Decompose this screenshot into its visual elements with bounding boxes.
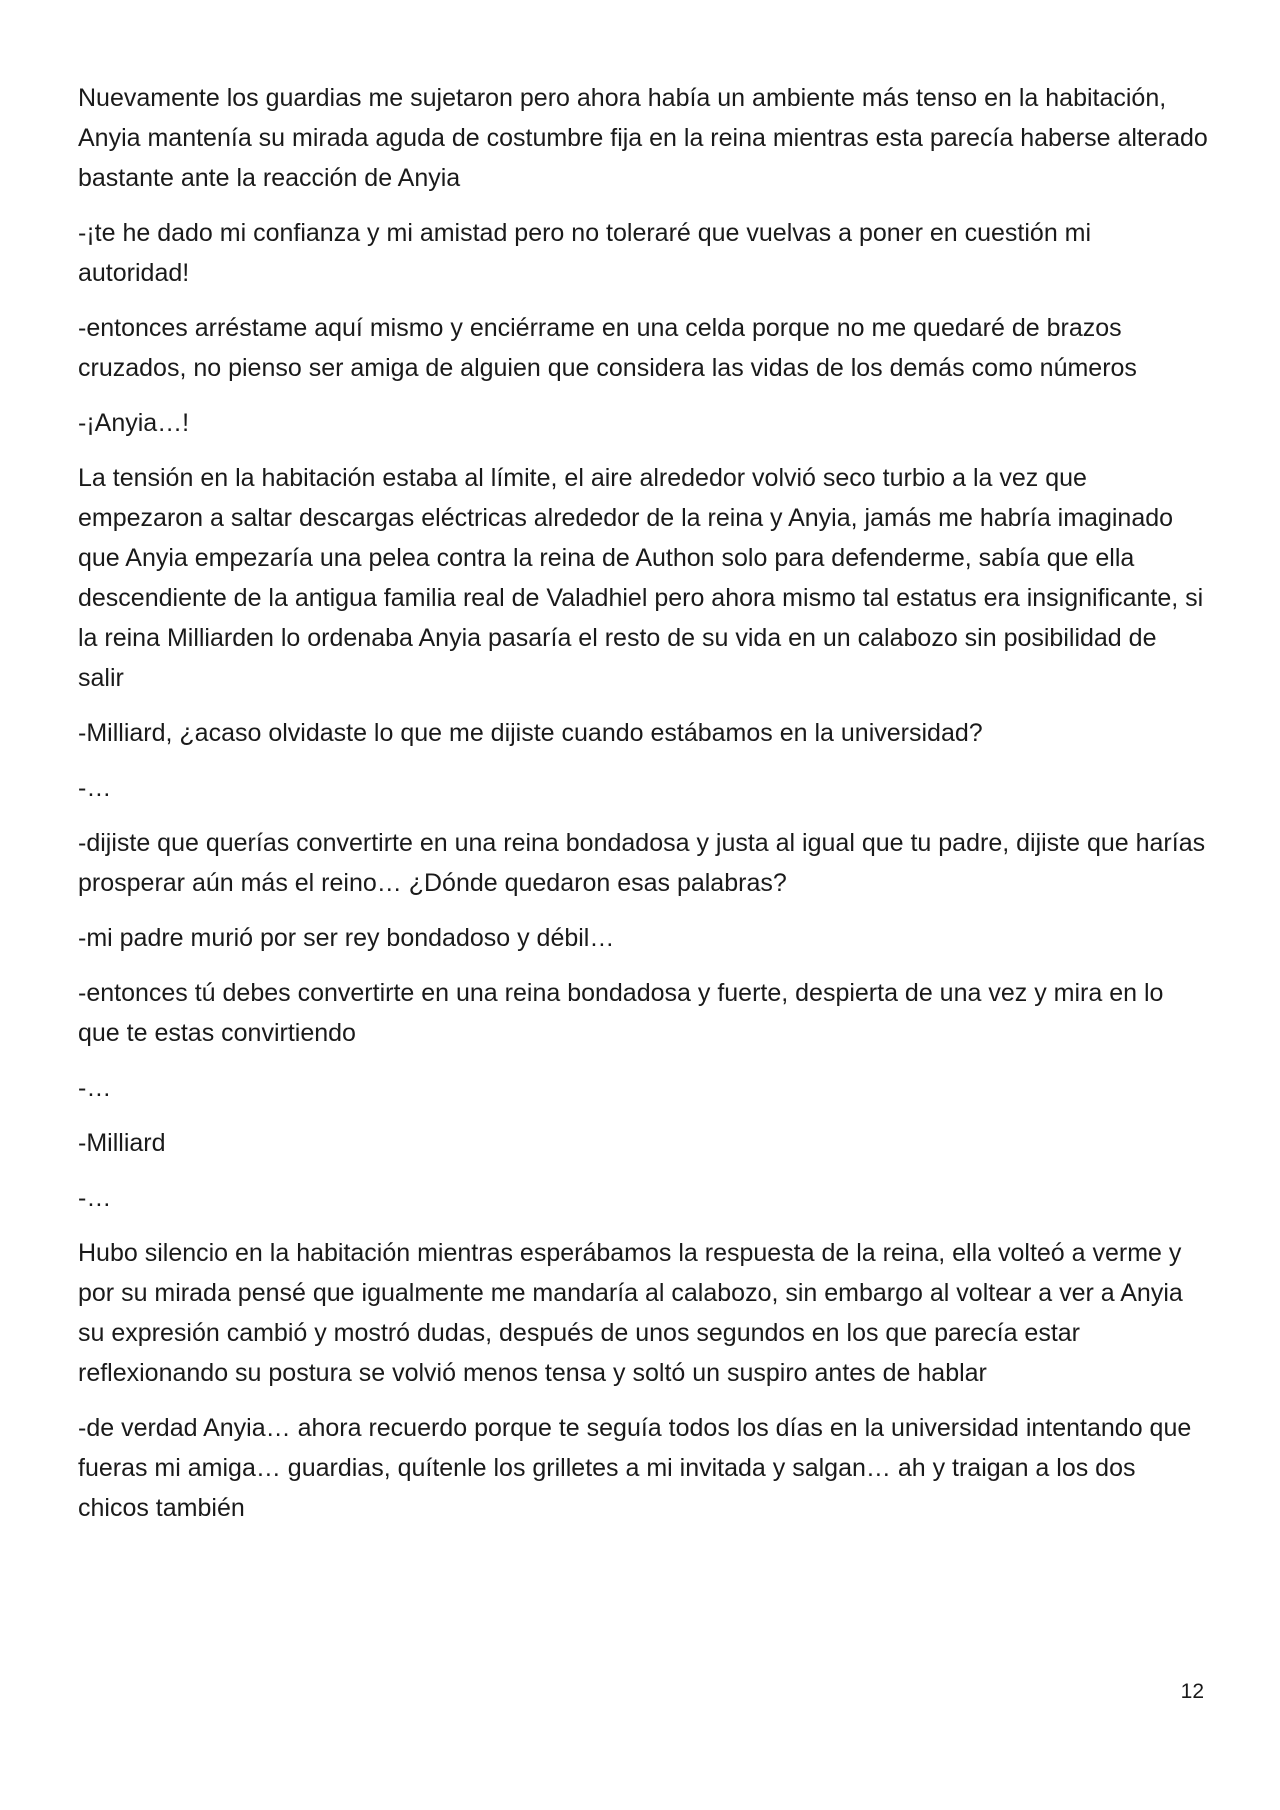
document-body <box>78 78 1208 1543</box>
paragraph: -entonces arréstame aquí mismo y enciérrame en una celda porque no me quedaré de brazos cruzados, no pienso ser amiga de alguien que considera las vidas de los demás como números <box>78 314 1137 382</box>
paragraph: -… <box>78 774 112 802</box>
paragraph: Hubo silencio en la habitación mientras esperábamos la respuesta de la reina, ella volteó a verme y por su mirada pensé que igualmente me mandaría al calabozo, sin embargo al voltear a ver a Anyia su expresión cambió y mostró dudas, después de unos segundos en los que parecía estar reflexionando su postura se volvió menos tensa y soltó un suspiro antes de hablar <box>78 1239 1183 1387</box>
paragraph: -mi padre murió por ser rey bondadoso y débil… <box>78 924 615 952</box>
page-number: 12 <box>1180 1680 1204 1703</box>
paragraph: -Milliard <box>78 1129 166 1157</box>
paragraph: Nuevamente los guardias me sujetaron pero ahora había un ambiente más tenso en la habitación, Anyia mantenía su mirada aguda de costumbre fija en la reina mientras esta parecía haberse alterado bastante ante la reacción de Anyia <box>78 84 1208 192</box>
paragraph: La tensión en la habitación estaba al límite, el aire alrededor volvió seco turbio a la vez que empezaron a saltar descargas eléctricas alrededor de la reina y Anyia, jamás me habría imaginado que Anyia empezaría una pelea contra la reina de Authon solo para defenderme, sabía que ella descendiente de la antigua familia real de Valadhiel pero ahora mismo tal estatus era insignificante, si la reina Milliarden lo ordenaba Anyia pasaría el resto de su vida en un calabozo sin posibilidad de salir <box>78 464 1204 692</box>
paragraph: -dijiste que querías convertirte en una reina bondadosa y justa al igual que tu padre, dijiste que harías prosperar aún más el reino… ¿Dónde quedaron esas palabras? <box>78 829 1206 897</box>
paragraph: -Milliard, ¿acaso olvidaste lo que me dijiste cuando estábamos en la universidad? <box>78 719 983 747</box>
paragraph: -entonces tú debes convertirte en una reina bondadosa y fuerte, despierta de una vez y mira en lo que te estas convirtiendo <box>78 979 1164 1047</box>
paragraph: -… <box>78 1184 112 1212</box>
paragraph: -¡te he dado mi confianza y mi amistad pero no toleraré que vuelvas a poner en cuestión mi autoridad! <box>78 219 1092 287</box>
paragraph: -de verdad Anyia… ahora recuerdo porque te seguía todos los días en la universidad intentando que fueras mi amiga… guardias, quítenle los grilletes a mi invitada y salgan… ah y traigan a los dos chicos también <box>78 1414 1192 1522</box>
paragraph: -¡Anyia…! <box>78 409 190 437</box>
paragraph: -… <box>78 1074 112 1102</box>
